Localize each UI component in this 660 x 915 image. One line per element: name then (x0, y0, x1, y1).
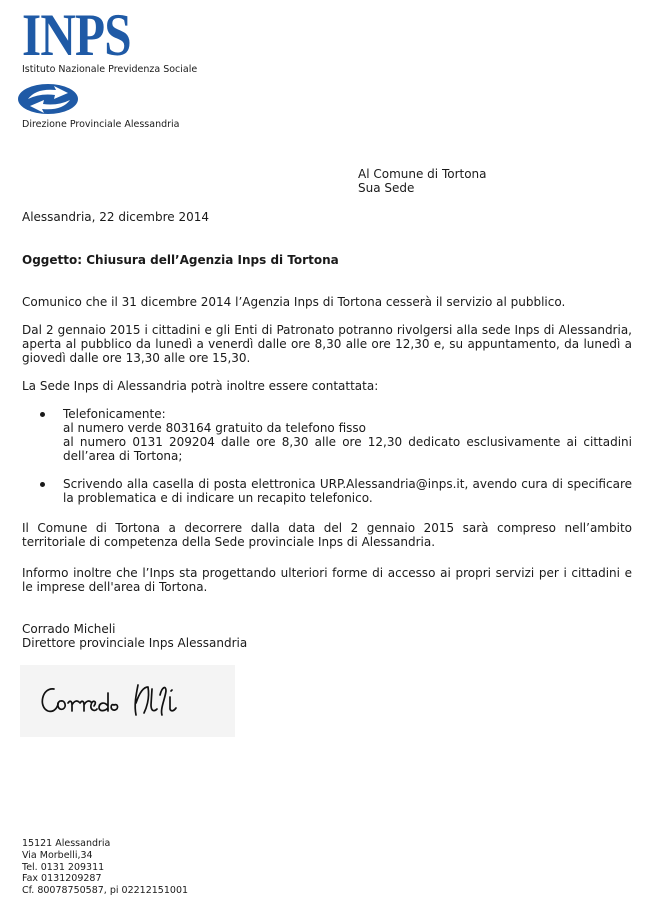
paragraph: Il Comune di Tortona a decorrere dalla data del 2 gennaio 2015 sarà compreso nell’ambito territoriale di competenza della Sede provinciale Inps di Alessandria. (22, 521, 632, 549)
signer-name: Corrado Micheli (22, 622, 116, 636)
footer-line: Via Morbelli,34 (22, 849, 93, 861)
paragraph: Informo inoltre che l’Inps sta progettando ulteriori forme di accesso ai propri servizi per i cittadini e le imprese dell'area di Tortona. (22, 566, 632, 594)
footer-line: Tel. 0131 209311 (22, 861, 105, 873)
list-item (22, 407, 632, 463)
signer-block (22, 622, 247, 650)
bullet-text: Scrivendo alla casella di posta elettronica URP.Alessandria@inps.it, avendo cura di specificare la problematica e di indicare un recapito telefonico. (63, 477, 632, 505)
handwritten-signature (20, 665, 235, 737)
institute-name: Istituto Nazionale Previdenza Sociale (22, 64, 198, 75)
footer-address (22, 838, 188, 897)
place-date: Alessandria, 22 dicembre 2014 (22, 210, 209, 224)
subject-line: Oggetto: Chiusura dell’Agenzia Inps di Tortona (22, 253, 339, 267)
inps-emblem-icon (14, 78, 84, 118)
contact-list (22, 407, 632, 505)
paragraph: La Sede Inps di Alessandria potrà inoltre essere contattata: (22, 379, 379, 393)
bullet-line: al numero verde 803164 gratuito da telefono fisso (63, 421, 366, 435)
footer-line: 15121 Alessandria (22, 838, 111, 849)
bullet-line: al numero 0131 209204 dalle ore 8,30 alle ore 12,30 dedicato esclusivamente ai cittadini dell’area di Tortona; (63, 435, 632, 463)
paragraph: Comunico che il 31 dicembre 2014 l’Agenzia Inps di Tortona cesserà il servizio al pubblico. (22, 295, 566, 309)
bullet-icon (40, 412, 45, 417)
signer-role: Direttore provinciale Inps Alessandria (22, 636, 248, 650)
recipient-line: Al Comune di Tortona (358, 167, 487, 181)
direction-name: Direzione Provinciale Alessandria (22, 119, 180, 130)
paragraph: Dal 2 gennaio 2015 i cittadini e gli Enti di Patronato potranno rivolgersi alla sede Inps di Alessandria, aperta al pubblico da lunedì a venerdì dalle ore 8,30 alle ore 12,30 e, su appuntamento, da lunedì a giovedì dalle ore 13,30 alle ore 15,30. (22, 323, 632, 365)
footer-line: Fax 0131209287 (22, 873, 102, 885)
recipient-block (358, 167, 487, 195)
bullet-icon (40, 482, 45, 487)
bullet-title: Telefonicamente: (63, 407, 166, 421)
list-item (22, 477, 632, 505)
footer-line: Cf. 80078750587, pi 02212151001 (22, 885, 189, 897)
recipient-line: Sua Sede (358, 181, 415, 195)
inps-logo: INPS (22, 2, 131, 68)
